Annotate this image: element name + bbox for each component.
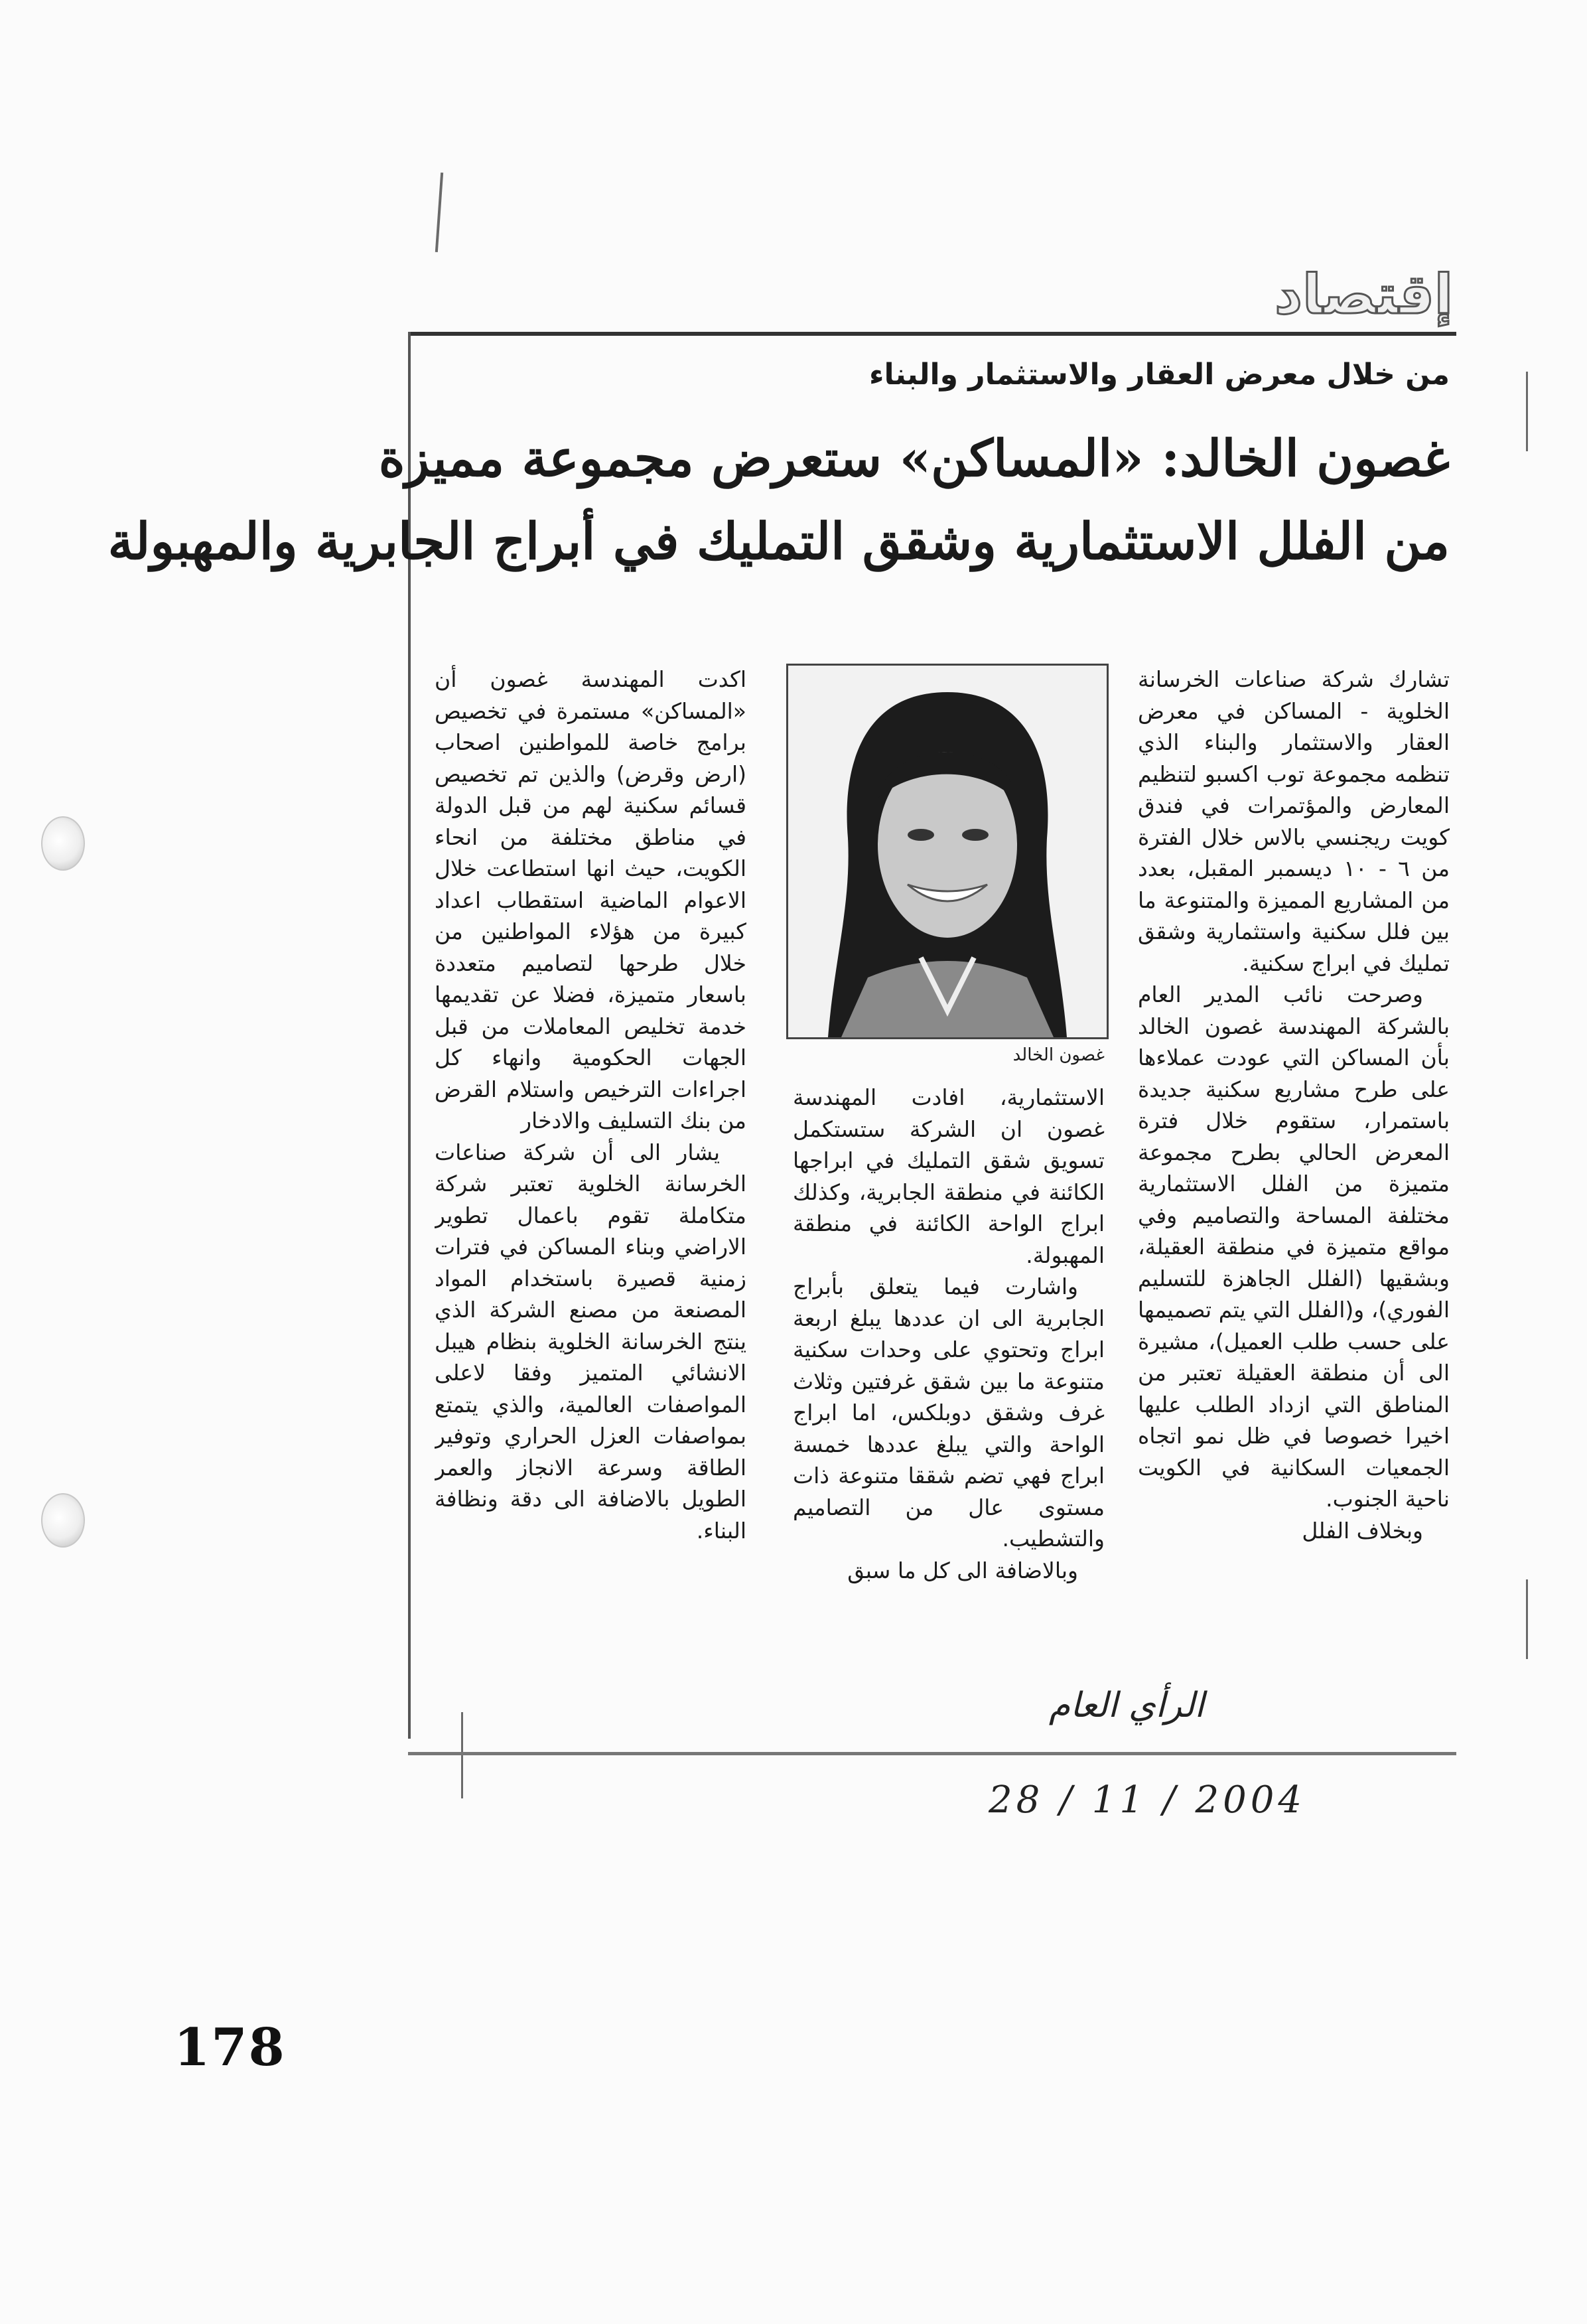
headline-line-2: من الفلل الاستثمارية وشقق التمليك في أبراج الجابرية والمهبولة [107,512,1450,571]
bottom-rule [408,1752,1456,1755]
scan-mark [435,173,443,252]
paragraph: وبخلاف الفلل [1302,1517,1423,1544]
article-column-right [1138,664,1450,1752]
headline-line-1: غصون الخالد: «المساكن» ستعرض مجموعة مميزة [378,429,1450,488]
article-column-middle [793,1082,1105,1752]
article-clipping [107,332,1456,1755]
handwritten-date: 28 / 11 / 2004 [989,1779,1306,1822]
photo-caption: غصون الخالد [1012,1045,1105,1065]
newspaper-name-handwritten: الرأي العام [1048,1686,1204,1725]
paragraph: يشار الى أن شركة صناعات الخرسانة الخلوية تعتبر شركة متكاملة تقوم باعمال تطوير الاراضي وبناء المساكن في فترات زمنية قصيرة باستخدام المواد المصنعة من مصنع الشركة الذي ينتج الخرسانة الخلوية بنظام هيبل الانشائي المتميز وفقا لاعلى المواصفات العالمية، والذي يتمتع بمواصفات العزل الحراري وتوفير الطاقة وسرعة الانجاز والعمر الطويل بالاضافة الى دقة ونظافة البناء. [435,1139,746,1544]
paragraph: تشارك شركة صناعات الخرسانة الخلوية - المساكن في معرض العقار والاستثمار والبناء الذي تنظمه مجموعة توب اكسبو لتنظيم المعارض والمؤتمرات في فندق كويت ريجنسي بالاس خلال الفترة من ٦ - ١٠ ديسمبر المقبل، بعدد من المشاريع المميزة والمتنوعة ما بين فلل سكنية واستثمارية وشقق تمليك في ابراج سكنية. [1138,666,1450,976]
binder-hole-top [41,816,85,871]
scan-mark [1526,372,1528,451]
article-column-left [435,664,746,1752]
portrait-photo [786,664,1109,1039]
scan-mark [1526,1579,1528,1659]
paragraph: اكدت المهندسة غصون أن «المساكن» مستمرة في تخصيص برامج خاصة للمواطنين اصحاب (ارض وقرض) والذين تم تخصيص قسائم سكنية لهم من قبل الدولة في مناطق مختلفة من انحاء الكويت، حيث انها استطاعت خلال الاعوام الماضية استقطاب اعداد كبيرة من هؤلاء المواطنين من خلال طرحها لتصاميم متعددة باسعار متميزة، فضلا عن تقديمها خدمة تخليص المعاملات من قبل الجهات الحكومية وانهاء كل اجراءات الترخيص واستلام القرض من بنك التسليف والادخار [435,666,746,1133]
article-kicker: من خلال معرض العقار والاستثمار والبناء [869,358,1450,392]
page-number: 178 [174,2017,286,2078]
portrait-illustration [788,666,1107,1037]
paragraph: واشارت فيما يتعلق بأبراج الجابرية الى ان عددها يبلغ اربعة ابراج وتحتوي على وحدات سكنية متنوعة ما بين شقق غرفتين وثلاث غرف وشقق دوبلكس، اما ابراج الواحة والتي يبلغ عددها خمسة ابراج فهي تضم شققا متنوعة ذات مستوى عال من التصاميم والتشطيب. [793,1273,1105,1552]
binder-hole-bottom [41,1493,85,1548]
paragraph: وصرحت نائب المدير العام بالشركة المهندسة غصون الخالد بأن المساكن التي عودت عملاءها على طرح مشاريع سكنية جديدة باستمرار، ستقوم خلال فترة المعرض الحالي بطرح مجموعة متميزة من الفلل الاستثمارية مختلفة المساحة والتصاميم وفي مواقع متميزة في منطقة العقيلة، وبشقيها (الفلل الجاهزة للتسليم الفوري)، و(الفلل التي يتم تصميمها على حسب طلب العميل)، مشيرة الى أن منطقة العقيلة تعتبر من المناطق التي ازداد الطلب عليها اخيرا خصوصا في ظل نمو اتجاه الجمعيات السكانية في الكويت ناحية الجنوب. [1138,981,1450,1512]
paragraph: الاستثمارية، افادت المهندسة غصون ان الشركة ستستكمل تسويق شقق التمليك في ابراجها الكائنة في منطقة الجابرية، وكذلك ابراج الواحة الكائنة في منطقة المهبولة. [793,1084,1105,1268]
paragraph: وبالاضافة الى كل ما سبق [847,1557,1078,1583]
top-rule [408,332,1456,336]
section-label: إقتصاد [1275,263,1453,327]
